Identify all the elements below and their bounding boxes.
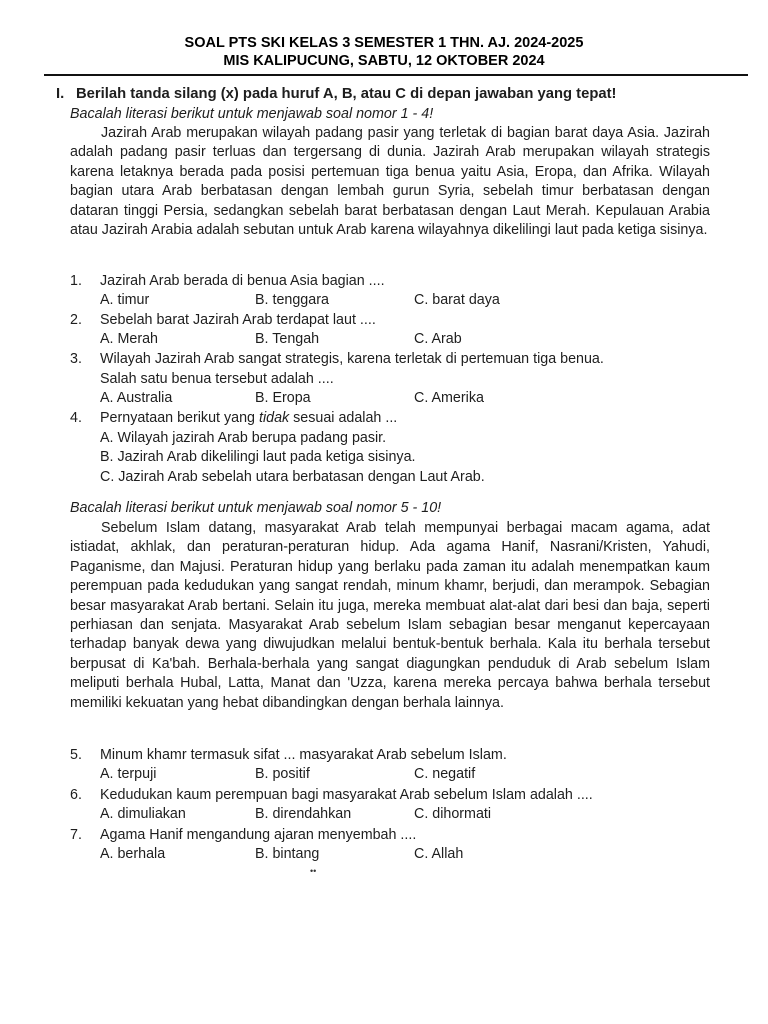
option-b[interactable]: B. positif bbox=[255, 766, 310, 782]
question-number: 3. bbox=[70, 351, 82, 367]
question-3-continuation: Salah satu benua tersebut adalah .... bbox=[100, 371, 334, 387]
reading-instruction-2: Bacalah literasi berikut untuk menjawab soal nomor 5 - 10! bbox=[70, 500, 442, 516]
question-number: 2. bbox=[70, 312, 82, 328]
reading-passage-1 bbox=[70, 124, 710, 240]
option-c[interactable]: C. Allah bbox=[414, 846, 464, 862]
section-instruction: Berilah tanda silang (x) pada huruf A, B, atau C di depan jawaban yang tepat! bbox=[76, 86, 617, 102]
option-a[interactable]: A. dimuliakan bbox=[100, 806, 186, 822]
question-1 bbox=[56, 272, 716, 291]
option-a[interactable]: A. timur bbox=[100, 292, 150, 308]
scan-speck: •• bbox=[310, 866, 317, 876]
question-text: Sebelah barat Jazirah Arab terdapat laut .... bbox=[100, 312, 376, 328]
option-c[interactable]: C. barat daya bbox=[414, 292, 500, 308]
section-number: I. bbox=[56, 86, 65, 102]
question-number: 5. bbox=[70, 747, 82, 763]
passage-text-1: Jazirah Arab merupakan wilayah padang pasir yang terletak di bagian barat daya Asia. Jazirah adalah padang pasir terluas dan tergersang di dunia. Jazirah Arab merupakan wilayah strategis karena letaknya berada pada posisi pertemuan tiga benua yaitu Asia, Eropa, dan Afrika. Wilayah bagian utara Arab berbatasan dengan lembah gurun Syria, sebelah timur berbatasan dengan dataran tinggi Persia, sedangkan sebelah barat berbatasan dengan Laut Merah. Kepulauan Arabia atau Jazirah Arabia adalah sebutan untuk Arab karena wilayahnya dikelilingi laut pada ketiga sisinya. bbox=[70, 125, 710, 239]
question-text: Agama Hanif mengandung ajaran menyembah .... bbox=[100, 827, 417, 843]
question-5 bbox=[56, 746, 716, 765]
option-c[interactable]: C. Arab bbox=[414, 331, 462, 347]
option-c[interactable]: C. Amerika bbox=[414, 390, 484, 406]
question-4 bbox=[56, 409, 716, 428]
question-text bbox=[100, 409, 397, 428]
question-6 bbox=[56, 786, 716, 805]
option-a[interactable]: A. berhala bbox=[100, 846, 166, 862]
question-7 bbox=[56, 826, 716, 845]
question-text: Jazirah Arab berada di benua Asia bagian .... bbox=[100, 273, 385, 289]
option-b[interactable]: B. Jazirah Arab dikelilingi laut pada ketiga sisinya. bbox=[100, 449, 416, 465]
option-a[interactable]: A. terpuji bbox=[100, 766, 157, 782]
scanned-page bbox=[56, 58, 756, 873]
option-b[interactable]: B. tenggara bbox=[255, 292, 329, 308]
exam-title: SOAL PTS SKI KELAS 3 SEMESTER 1 THN. AJ. 2024-2025 bbox=[184, 35, 584, 51]
question-2 bbox=[56, 311, 716, 330]
passage-text-2: Sebelum Islam datang, masyarakat Arab telah mempunyai berbagai macam agama, adat istiadat, akhlak, dan peraturan-peraturan hidup. Ada agama Hanif, Nasrani/Kristen, Yahudi, Paganisme, dan Majusi. Peraturan hidup yang berlaku pada zaman itu adalah menempatkan kaum perempuan pada kedudukan yang sangat rendah, minum khamr, berjudi, dan merampok. Sebagian besar masyarakat Arab bertani. Selain itu juga, mereka membuat alat-alat dari besi dan baja, seperti perhiasan dan senjata. Masyarakat Arab sebelum Islam sebagian besar menganut kepercayaan terhadap banyak dewa yang diwujudkan melalui bentuk-bentuk berhala. Kala itu berhala tersebut berpusat di Ka'bah. Berhala-berhala yang sangat diagungkan penduduk di Arab sebelum Islam meliputi berhala Hubal, Latta, Manat dan 'Uzza, karena mereka percaya bahwa berhala tersebut memiliki kekuatan yang hebat dibandingkan dengan berhala lainnya. bbox=[70, 520, 710, 711]
option-a[interactable]: A. Australia bbox=[100, 390, 173, 406]
option-a[interactable]: A. Wilayah jazirah Arab berupa padang pasir. bbox=[100, 430, 387, 446]
option-b[interactable]: B. bintang bbox=[255, 846, 320, 862]
option-c[interactable]: C. dihormati bbox=[414, 806, 492, 822]
school-date-line: MIS KALIPUCUNG, SABTU, 12 OKTOBER 2024 bbox=[223, 53, 545, 69]
reading-passage-2 bbox=[70, 519, 710, 713]
section-title bbox=[56, 86, 616, 102]
reading-instruction-1: Bacalah literasi berikut untuk menjawab soal nomor 1 - 4! bbox=[70, 106, 434, 122]
question-text-part: sesuai adalah ... bbox=[289, 410, 398, 426]
option-b[interactable]: B. direndahkan bbox=[255, 806, 352, 822]
question-text-emphasis: tidak bbox=[258, 410, 290, 426]
question-number: 1. bbox=[70, 273, 82, 289]
question-text: Wilayah Jazirah Arab sangat strategis, karena terletak di pertemuan tiga benua. bbox=[100, 351, 604, 367]
question-text: Kedudukan kaum perempuan bagi masyarakat Arab sebelum Islam adalah .... bbox=[100, 787, 593, 803]
question-number: 4. bbox=[70, 410, 82, 426]
question-text-part: Pernyataan berikut yang bbox=[100, 410, 259, 426]
question-number: 6. bbox=[70, 787, 82, 803]
option-b[interactable]: B. Eropa bbox=[255, 390, 311, 406]
option-a[interactable]: A. Merah bbox=[100, 331, 159, 347]
option-b[interactable]: B. Tengah bbox=[255, 331, 320, 347]
question-number: 7. bbox=[70, 827, 82, 843]
question-3 bbox=[56, 350, 716, 369]
option-c[interactable]: C. negatif bbox=[414, 766, 476, 782]
option-c[interactable]: C. Jazirah Arab sebelah utara berbatasan dengan Laut Arab. bbox=[100, 469, 485, 485]
question-text: Minum khamr termasuk sifat ... masyarakat Arab sebelum Islam. bbox=[100, 747, 507, 763]
